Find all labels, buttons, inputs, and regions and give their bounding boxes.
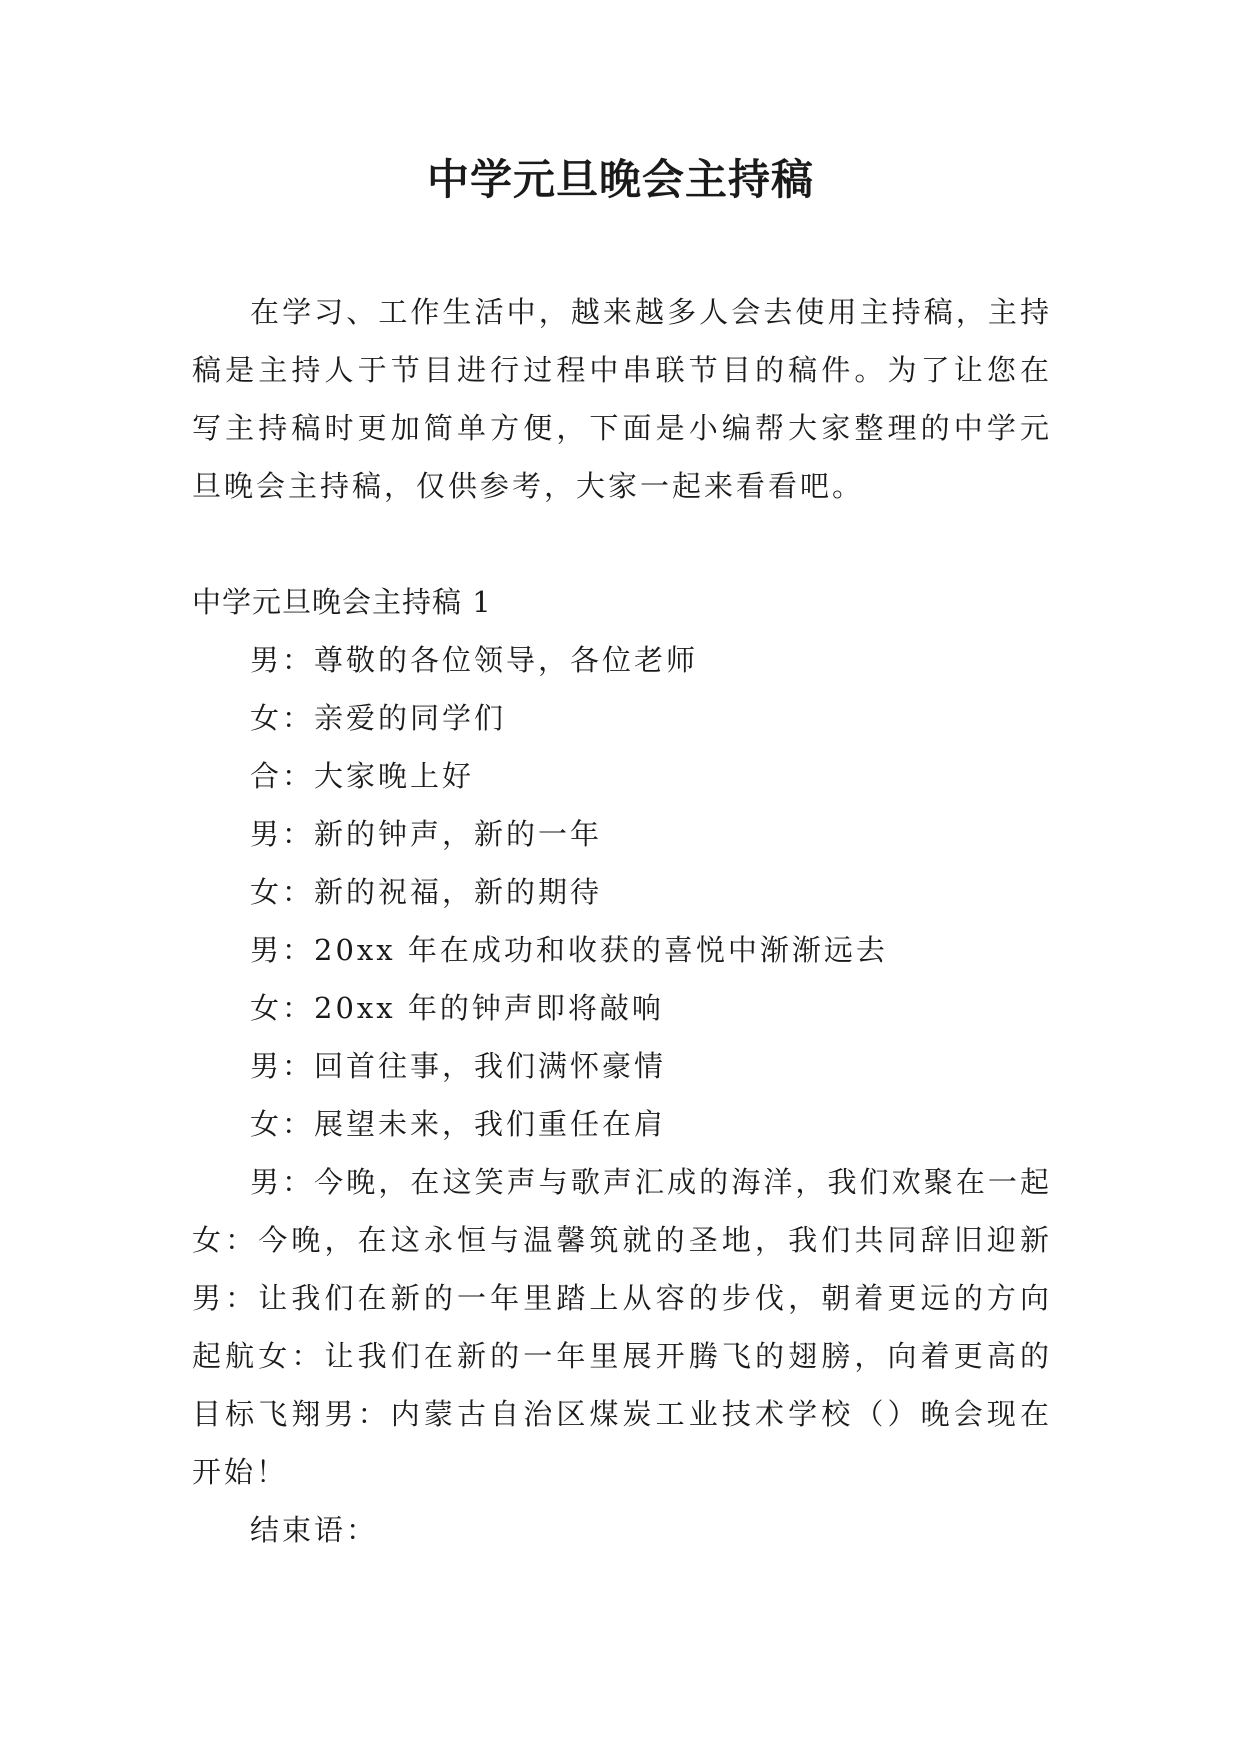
dialogue-line: 女：亲爱的同学们 <box>250 701 507 735</box>
dialogue-line: 男：20xx 年在成功和收获的喜悦中渐渐远去 <box>250 933 888 967</box>
dialogue-line: 合：大家晚上好 <box>250 759 475 793</box>
closing-label: 结束语： <box>250 1513 379 1547</box>
dialogue-line: 女：新的祝福，新的期待 <box>250 875 603 909</box>
section-title: 中学元旦晚会主持稿 1 <box>192 585 492 619</box>
document-body <box>192 283 1052 1559</box>
intro-paragraph: 在学习、工作生活中，越来越多人会去使用主持稿，主持稿是主持人于节目进行过程中串联节目的稿件。为了让您在写主持稿时更加简单方便，下面是小编帮大家整理的中学元旦晚会主持稿，仅供参考，大家一起来看看吧。 <box>192 295 1052 503</box>
dialogue-line: 女：20xx 年的钟声即将敲响 <box>250 991 664 1025</box>
dialogue-line: 男：回首往事，我们满怀豪情 <box>250 1049 667 1083</box>
dialogue-line: 男：新的钟声，新的一年 <box>250 817 603 851</box>
dialogue-line: 女：展望未来，我们重任在肩 <box>250 1107 667 1141</box>
dialogue-paragraph: 男：今晚，在这笑声与歌声汇成的海洋，我们欢聚在一起女：今晚，在这永恒与温馨筑就的圣地，我们共同辞旧迎新男：让我们在新的一年里踏上从容的步伐，朝着更远的方向起航女：让我们在新的一年里展开腾飞的翅膀，向着更高的目标飞翔男：内蒙古自治区煤炭工业技术学校（）晚会现在开始！ <box>192 1165 1052 1489</box>
dialogue-line: 男：尊敬的各位领导，各位老师 <box>250 643 699 677</box>
page-title: 中学元旦晚会主持稿 <box>426 155 814 204</box>
